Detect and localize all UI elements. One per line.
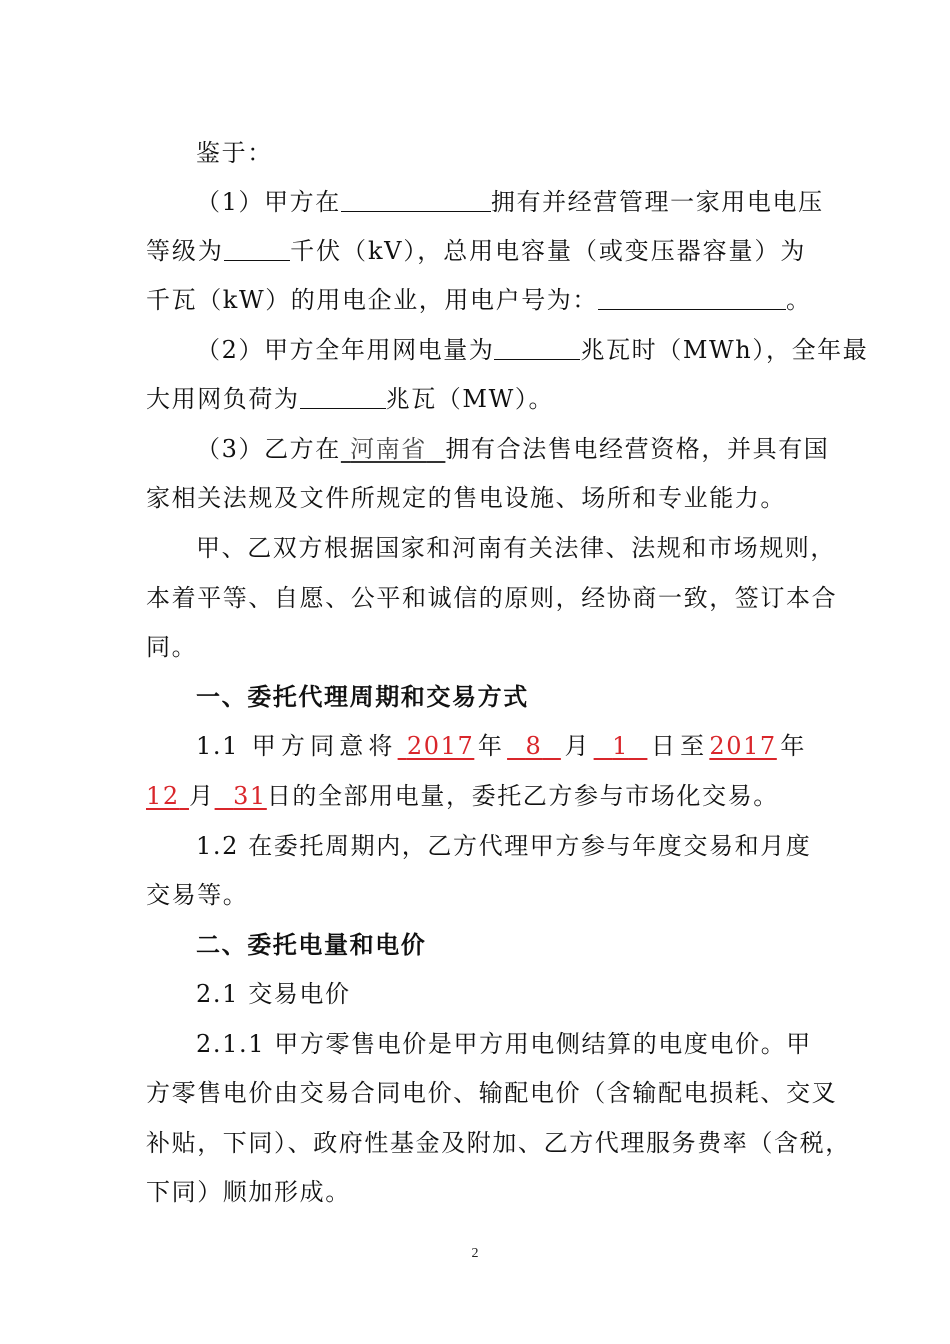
item-2-1-1-line3: 补贴，下同）、政府性基金及附加、乙方代理服务费率（含税， bbox=[146, 1129, 851, 1157]
item-2-1-1-line2: 方零售电价由交易合同电价、输配电价（含输配电损耗、交叉 bbox=[146, 1079, 838, 1107]
clause3-line1 bbox=[196, 429, 830, 469]
item-1-1-prefix: 1.1 甲方同意将 bbox=[196, 732, 398, 760]
item-1-1-suffix: 日的全部用电量，委托乙方参与市场化交易。 bbox=[266, 782, 779, 810]
agreement-line3: 同。 bbox=[146, 633, 198, 661]
clause3-line1-pre: （3）乙方在 bbox=[196, 435, 341, 463]
clause1-line1 bbox=[196, 182, 824, 222]
item-1-1-line2 bbox=[146, 776, 806, 816]
clause1-line2-pre: 等级为 bbox=[146, 237, 224, 265]
intro-text: 鉴于： bbox=[196, 139, 273, 167]
start-month-field: 8 bbox=[525, 732, 543, 760]
clause1-line1-post: 拥有并经营管理一家用电电压 bbox=[490, 188, 824, 216]
max-load-blank[interactable] bbox=[300, 380, 386, 409]
section2-title: 二、委托电量和电价 bbox=[196, 931, 427, 959]
until-label: 日至 bbox=[647, 732, 710, 760]
section1-title: 一、委托代理周期和交易方式 bbox=[196, 683, 529, 711]
clause2-line1-pre: （2）甲方全年用网电量为 bbox=[196, 336, 495, 364]
clause1-line3 bbox=[146, 280, 812, 320]
year-label: 年 bbox=[474, 732, 508, 760]
month-label: 月 bbox=[560, 732, 594, 760]
item-2-1-1-line1: 2.1.1 甲方零售电价是甲方用电侧结算的电度电价。甲 bbox=[196, 1030, 812, 1058]
page-number: 2 bbox=[471, 1246, 479, 1261]
clause3-line1-post: 拥有合法售电经营资格，并具有国 bbox=[445, 435, 830, 463]
clause1-line1-pre: （1）甲方在 bbox=[196, 188, 341, 216]
end-month-field: 12 bbox=[146, 782, 180, 810]
clause3-line2: 家相关法规及文件所规定的售电设施、场所和专业能力。 bbox=[146, 484, 786, 512]
clause2-line1-post: 兆瓦时（MWh），全年最 bbox=[580, 336, 869, 364]
clause2-line2-post: 兆瓦（MW）。 bbox=[385, 385, 555, 413]
clause1-line3-post: 。 bbox=[786, 286, 812, 314]
clause2-line1 bbox=[196, 330, 869, 370]
location-blank[interactable] bbox=[341, 183, 491, 212]
item-2-1: 2.1 交易电价 bbox=[196, 980, 351, 1008]
province-field: 河南省 bbox=[350, 435, 427, 463]
end-day-field: 31 bbox=[233, 782, 267, 810]
annual-consumption-blank[interactable] bbox=[494, 331, 580, 360]
clause1-line2-post: 千伏（kV），总用电容量（或变压器容量）为 bbox=[289, 237, 806, 265]
start-day-field: 1 bbox=[612, 732, 629, 760]
account-number-blank[interactable] bbox=[598, 281, 786, 310]
start-year-field: 2017 bbox=[406, 732, 475, 760]
item-2-1-1-line4: 下同）顺加形成。 bbox=[146, 1178, 351, 1206]
item-1-1-line1 bbox=[196, 726, 806, 766]
clause2-line2-pre: 大用网负荷为 bbox=[146, 385, 300, 413]
voltage-blank[interactable] bbox=[224, 232, 290, 261]
agreement-line1: 甲、乙双方根据国家和河南有关法律、法规和市场规则， bbox=[196, 534, 836, 562]
item-1-2-line2: 交易等。 bbox=[146, 881, 249, 909]
clause1-line2 bbox=[146, 231, 806, 271]
end-year-field: 2017 bbox=[709, 732, 777, 760]
agreement-line2: 本着平等、自愿、公平和诚信的原则，经协商一致，签订本合 bbox=[146, 584, 838, 612]
clause2-line2 bbox=[146, 379, 806, 419]
end-month-label: 月 bbox=[188, 782, 215, 810]
end-year-label: 年 bbox=[776, 732, 806, 760]
clause1-line3-pre: 千瓦（kW）的用电企业，用电户号为： bbox=[146, 286, 599, 314]
item-1-2-line1: 1.2 在委托周期内，乙方代理甲方参与年度交易和月度 bbox=[196, 832, 812, 860]
